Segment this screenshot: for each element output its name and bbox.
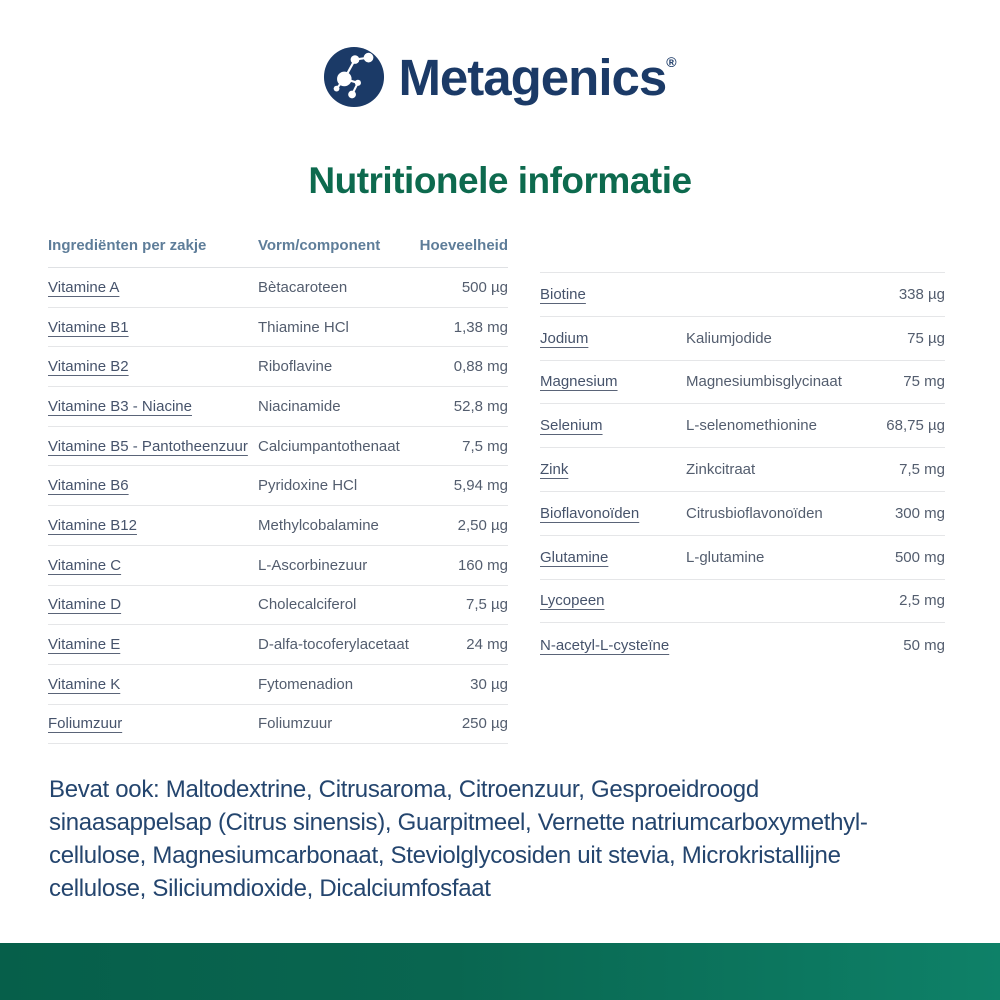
- minerals-table: [540, 272, 945, 667]
- brand-wordmark: Metagenics®: [398, 48, 677, 106]
- ingredient-form: Thiamine HCl: [258, 318, 349, 336]
- ingredient-form: Zinkcitraat: [686, 461, 756, 479]
- table-row: [540, 273, 945, 317]
- ingredient-link[interactable]: Foliumzuur: [48, 715, 123, 733]
- ingredient-amount: 500 µg: [461, 278, 508, 296]
- ingredient-amount: 500 mg: [894, 548, 945, 566]
- table-row: [48, 308, 508, 348]
- ingredient-amount: 68,75 µg: [886, 417, 945, 435]
- ingredient-amount: 250 µg: [461, 715, 508, 733]
- ingredient-link[interactable]: Zink: [540, 461, 569, 479]
- ingredient-amount: 75 mg: [903, 373, 945, 391]
- col-header-form: Vorm/component: [258, 237, 381, 254]
- ingredient-form: Magnesiumbisglycinaat: [686, 373, 842, 391]
- ingredient-link[interactable]: Magnesium: [540, 373, 618, 391]
- table-row: [540, 580, 945, 624]
- ingredient-form: Bètacaroteen: [258, 278, 348, 296]
- ingredient-form: Methylcobalamine: [258, 516, 379, 534]
- ingredient-link[interactable]: Lycopeen: [540, 592, 605, 610]
- ingredient-link[interactable]: Bioflavonoïden: [540, 504, 640, 522]
- metagenics-logo: [0, 46, 1000, 108]
- ingredient-amount: 2,5 mg: [899, 592, 945, 610]
- table-row: [540, 492, 945, 536]
- ingredient-link[interactable]: Vitamine K: [48, 675, 121, 693]
- ingredient-form: Calciumpantothenaat: [258, 437, 400, 455]
- ingredient-link[interactable]: Glutamine: [540, 548, 609, 566]
- ingredient-amount: 50 mg: [903, 636, 945, 654]
- ingredient-form: Niacinamide: [258, 397, 341, 415]
- table-row: [48, 625, 508, 665]
- ingredient-link[interactable]: Vitamine B1: [48, 318, 129, 336]
- page-title: Nutritionele informatie: [308, 160, 692, 201]
- ingredient-form: Citrusbioflavonoïden: [686, 504, 823, 522]
- ingredient-amount: 30 µg: [470, 675, 508, 693]
- col-header-ingredient: Ingrediënten per zakje: [48, 237, 207, 254]
- table-row: [48, 347, 508, 387]
- ingredient-amount: 7,5 mg: [899, 461, 945, 479]
- ingredient-amount: 75 µg: [907, 329, 945, 347]
- table-row: [48, 665, 508, 705]
- col-header-amount: Hoeveelheid: [419, 237, 508, 254]
- table-row: [48, 427, 508, 467]
- ingredient-link[interactable]: Vitamine B3 - Niacine: [48, 397, 192, 415]
- table-row: [48, 586, 508, 626]
- ingredient-link[interactable]: Jodium: [540, 329, 589, 347]
- table-header-row: [48, 224, 508, 268]
- ingredient-amount: 52,8 mg: [453, 397, 508, 415]
- ingredient-form: D-alfa-tocoferylacetaat: [258, 636, 409, 654]
- footer-band: [0, 943, 1000, 1000]
- ingredient-link[interactable]: Vitamine B12: [48, 516, 137, 534]
- ingredient-amount: 5,94 mg: [453, 477, 508, 495]
- ingredient-link[interactable]: Vitamine A: [48, 278, 120, 296]
- ingredient-link[interactable]: Biotine: [540, 285, 586, 303]
- vitamins-table: [48, 224, 508, 744]
- ingredient-amount: 7,5 µg: [465, 596, 508, 614]
- ingredient-amount: 300 mg: [894, 504, 945, 522]
- ingredient-link[interactable]: N-acetyl-L-cysteïne: [540, 636, 670, 654]
- table-row: [48, 705, 508, 745]
- ingredient-link[interactable]: Vitamine C: [48, 556, 122, 574]
- ingredient-form: Riboflavine: [258, 358, 333, 376]
- table-row: [540, 404, 945, 448]
- ingredient-amount: 160 mg: [457, 556, 508, 574]
- ingredient-amount: 7,5 mg: [462, 437, 508, 455]
- registered-mark: ®: [666, 53, 677, 70]
- ingredient-form: L-Ascorbinezuur: [258, 556, 368, 574]
- ingredient-form: Cholecalciferol: [258, 596, 357, 614]
- table-row: [540, 448, 945, 492]
- ingredient-amount: 0,88 mg: [453, 358, 508, 376]
- ingredient-amount: 24 mg: [466, 636, 508, 654]
- table-row: [48, 506, 508, 546]
- additional-ingredients-text: Bevat ook: Maltodextrine, Citrusaroma, Citroenzuur, Gesproeidroogd sinaasappelsap (Citrus sinensis), Guarpitmeel, Vernette natriumcarboxymethyl-cellulose, Magnesiumcarbonaat, Steviolglycosiden uit stevia, Microkristallijne cellulose, Siliciumdioxide, Dicalciumfosfaat: [49, 776, 868, 902]
- ingredient-link[interactable]: Selenium: [540, 417, 603, 435]
- ingredient-link[interactable]: Vitamine B2: [48, 358, 129, 376]
- ingredient-form: Foliumzuur: [258, 715, 333, 733]
- table-row: [540, 361, 945, 405]
- molecule-icon: [323, 46, 385, 108]
- table-row: [48, 546, 508, 586]
- ingredient-link[interactable]: Vitamine E: [48, 636, 121, 654]
- ingredient-link[interactable]: Vitamine D: [48, 596, 122, 614]
- table-row: [48, 387, 508, 427]
- ingredient-form: Fytomenadion: [258, 675, 354, 693]
- ingredient-form: L-selenomethionine: [686, 417, 817, 435]
- table-row: [48, 268, 508, 308]
- table-row: [48, 466, 508, 506]
- ingredient-amount: 2,50 µg: [457, 516, 508, 534]
- ingredient-form: L-glutamine: [686, 548, 765, 566]
- table-row: [540, 623, 945, 667]
- ingredient-amount: 1,38 mg: [453, 318, 508, 336]
- ingredient-amount: 338 µg: [898, 285, 945, 303]
- ingredient-form: Kaliumjodide: [686, 329, 772, 347]
- ingredient-form: Pyridoxine HCl: [258, 477, 358, 495]
- ingredient-link[interactable]: Vitamine B5 - Pantotheenzuur: [48, 437, 248, 455]
- ingredient-link[interactable]: Vitamine B6: [48, 477, 129, 495]
- table-row: [540, 317, 945, 361]
- table-row: [540, 536, 945, 580]
